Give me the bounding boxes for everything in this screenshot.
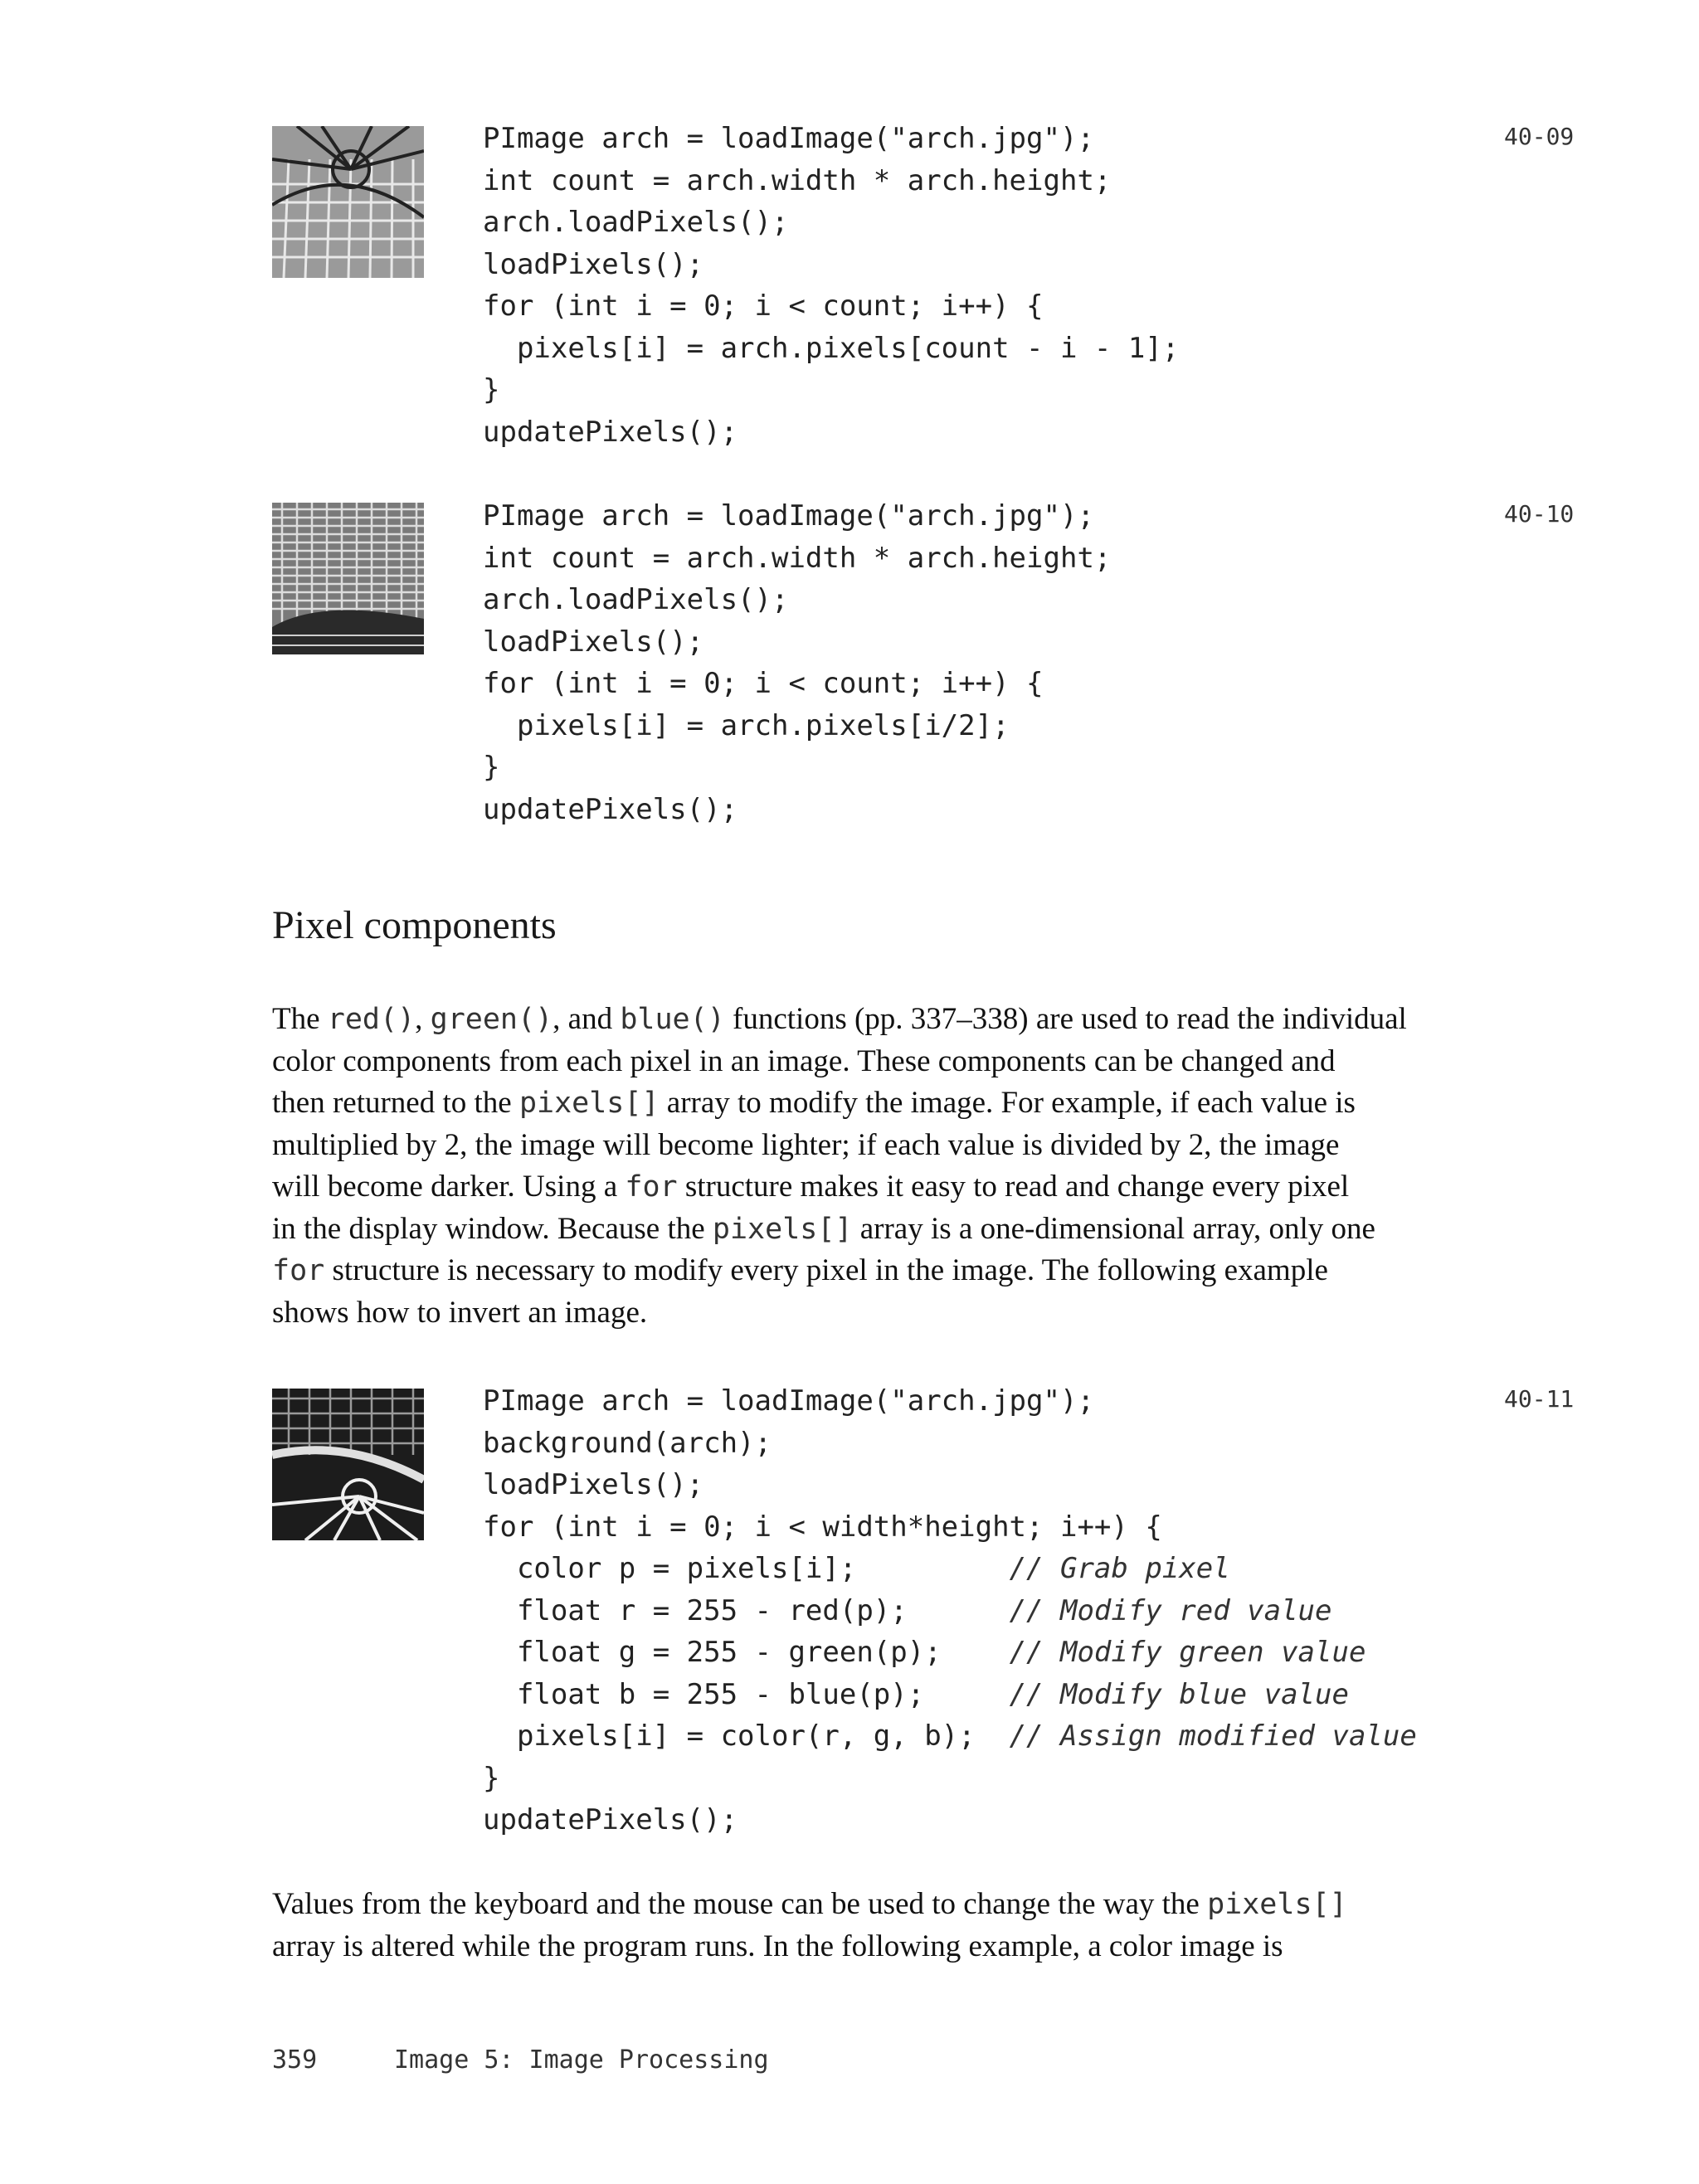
code-line: for (int i = 0; i < count; i++) { <box>483 667 1044 700</box>
code-text: updatePixels(); <box>483 1803 738 1836</box>
code-block-40-11 <box>483 1380 1417 1841</box>
text-run: , and <box>553 1002 621 1036</box>
code-line <box>483 1590 1417 1632</box>
body-paragraph <box>272 1884 1566 1968</box>
text-run: The <box>272 1002 328 1036</box>
code-line <box>483 1715 1417 1758</box>
paragraph-line <box>272 1166 1566 1209</box>
code-line <box>483 1506 1417 1549</box>
code-line: } <box>483 751 500 784</box>
code-text: float r = 255 - red(p); <box>483 1593 1010 1627</box>
paragraph-line <box>272 1926 1566 1968</box>
text-run: will become darker. Using a <box>272 1170 626 1204</box>
code-block-40-10 <box>483 495 1111 830</box>
paragraph-line <box>272 1209 1566 1251</box>
text-run: color components from each pixel in an image. These components can be changed and <box>272 1043 1336 1078</box>
paragraph-line <box>272 1125 1566 1167</box>
inline-code: pixels[] <box>518 1087 660 1120</box>
section-heading: Pixel components <box>272 903 557 947</box>
code-line: arch.loadPixels(); <box>483 206 789 239</box>
inline-code: for <box>272 1254 325 1287</box>
code-line <box>483 1423 1417 1465</box>
code-line: int count = arch.width * arch.height; <box>483 163 1112 197</box>
text-run: in the display window. Because the <box>272 1211 713 1246</box>
text-run: then returned to the <box>272 1086 519 1120</box>
text-run: array is altered while the program runs. In the following example, a color image is <box>272 1929 1283 1963</box>
example-image-40-09 <box>272 126 424 278</box>
paragraph-line <box>272 999 1566 1041</box>
code-line: PImage arch = loadImage("arch.jpg"); <box>483 499 1094 533</box>
code-line: } <box>483 373 500 406</box>
code-comment: // Modify blue value <box>1009 1677 1349 1711</box>
code-text: } <box>483 1761 500 1795</box>
paragraph-line <box>272 1292 1566 1335</box>
code-line: updatePixels(); <box>483 415 738 449</box>
code-text: loadPixels(); <box>483 1468 704 1501</box>
code-line <box>483 1799 1417 1841</box>
example-image-40-10 <box>272 503 424 654</box>
code-comment: // Assign modified value <box>1009 1719 1417 1753</box>
text-run: structure is necessary to modify every pixel in the image. The following example <box>324 1253 1328 1287</box>
code-line <box>483 1674 1417 1716</box>
code-block-40-09 <box>483 118 1179 453</box>
code-text: pixels[i] = color(r, g, b); <box>483 1719 1010 1753</box>
code-line: int count = arch.width * arch.height; <box>483 541 1112 575</box>
page-number: 359 <box>272 2045 318 2075</box>
code-text: float g = 255 - green(p); <box>483 1636 1010 1669</box>
code-line <box>483 1464 1417 1506</box>
code-line <box>483 1758 1417 1800</box>
paragraph-line <box>272 1082 1566 1125</box>
code-comment: // Modify red value <box>1009 1593 1332 1627</box>
code-text: PImage arch = loadImage("arch.jpg"); <box>483 1384 1094 1418</box>
code-line <box>483 1380 1417 1423</box>
inline-code: blue() <box>620 1003 725 1036</box>
code-line: updatePixels(); <box>483 792 738 826</box>
example-number: 40-09 <box>1504 123 1575 150</box>
body-paragraph <box>272 999 1566 1334</box>
example-number: 40-10 <box>1504 500 1575 528</box>
inline-code: red() <box>327 1003 416 1036</box>
code-line: PImage arch = loadImage("arch.jpg"); <box>483 122 1094 155</box>
code-text: color p = pixels[i]; <box>483 1552 1010 1585</box>
inline-code: pixels[] <box>712 1212 853 1246</box>
chapter-title: Image 5: Image Processing <box>394 2045 769 2075</box>
text-run: structure makes it easy to read and change every pixel <box>677 1170 1350 1204</box>
text-run: Values from the keyboard and the mouse can be used to change the way the <box>272 1887 1208 1921</box>
example-number: 40-11 <box>1504 1385 1575 1413</box>
paragraph-line <box>272 1041 1566 1083</box>
code-comment: // Modify green value <box>1009 1636 1366 1669</box>
code-line: arch.loadPixels(); <box>483 583 789 616</box>
text-run: array to modify the image. For example, if each value is <box>659 1086 1356 1120</box>
paragraph-line <box>272 1884 1566 1926</box>
code-line: pixels[i] = arch.pixels[count - i - 1]; <box>483 331 1180 365</box>
code-line: for (int i = 0; i < count; i++) { <box>483 289 1044 323</box>
text-run: shows how to invert an image. <box>272 1295 648 1330</box>
text-run: multiplied by 2, the image will become lighter; if each value is divided by 2, the image <box>272 1127 1340 1162</box>
code-line: loadPixels(); <box>483 247 704 281</box>
code-line: loadPixels(); <box>483 625 704 659</box>
text-run: array is a one-dimensional array, only one <box>852 1211 1375 1246</box>
inline-code: green() <box>430 1003 553 1036</box>
code-text: for (int i = 0; i < width*height; i++) { <box>483 1510 1162 1544</box>
paragraph-line <box>272 1250 1566 1292</box>
text-run: functions (pp. 337–338) are used to read the individual <box>724 1002 1407 1036</box>
code-line <box>483 1548 1417 1590</box>
inline-code: for <box>625 1170 678 1204</box>
text-run: , <box>415 1002 431 1036</box>
code-comment: // Grab pixel <box>1009 1552 1230 1585</box>
code-text: float b = 255 - blue(p); <box>483 1677 1010 1711</box>
code-line <box>483 1632 1417 1674</box>
code-line: pixels[i] = arch.pixels[i/2]; <box>483 708 1010 742</box>
code-text: background(arch); <box>483 1426 772 1460</box>
inline-code: pixels[] <box>1207 1888 1347 1921</box>
example-image-40-11 <box>272 1389 424 1540</box>
